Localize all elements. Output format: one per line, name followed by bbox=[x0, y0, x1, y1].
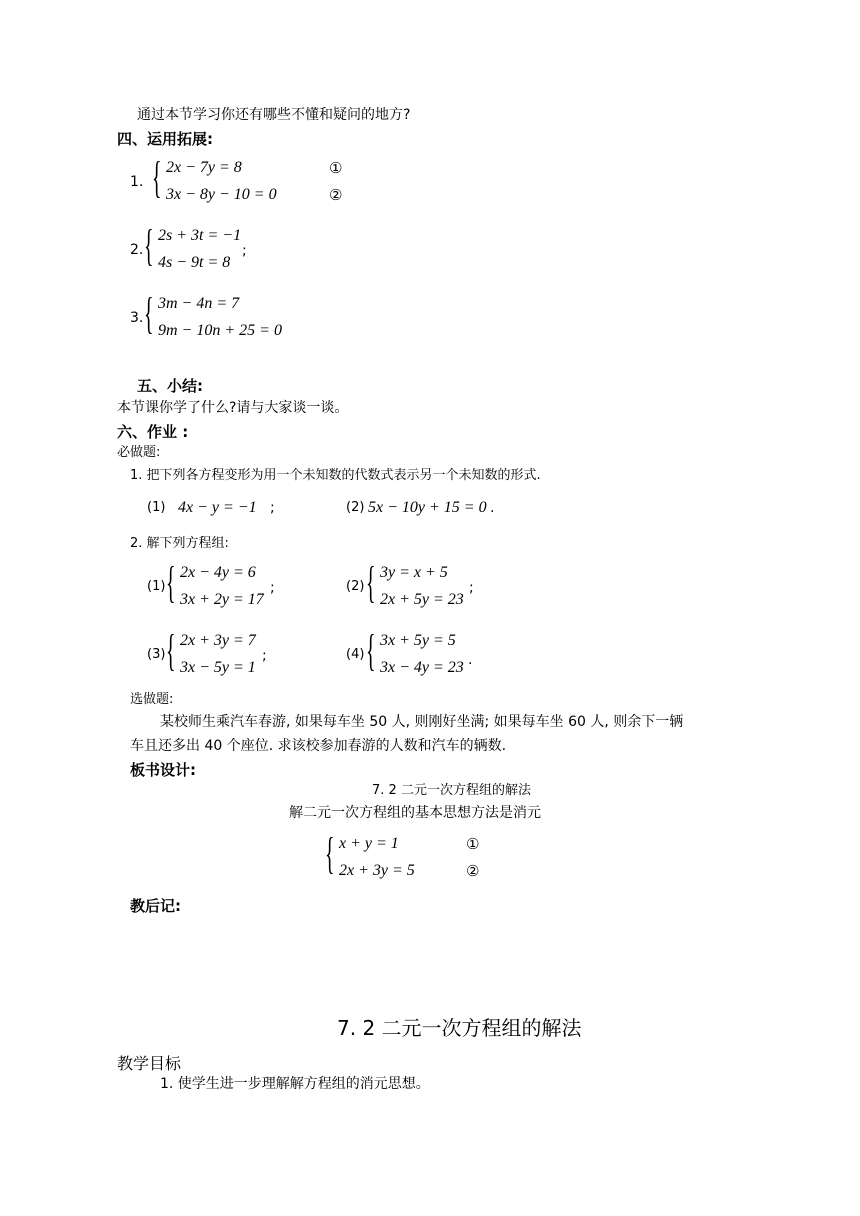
left-brace: { bbox=[366, 558, 376, 607]
equation-line: 3x − 8y − 10 = 0 bbox=[166, 186, 277, 203]
left-brace: { bbox=[366, 626, 376, 675]
equation-marker: ② bbox=[466, 862, 480, 880]
section-5-heading: 五、小结: bbox=[137, 377, 203, 395]
optional-line-1: 某校师生乘汽车春游, 如果每车坐 50 人, 则刚好坐满; 如果每车坐 60 人, 则余下一辆 bbox=[160, 714, 684, 730]
equation-marker: ① bbox=[329, 159, 343, 177]
equation-line: 3m − 4n = 7 bbox=[158, 295, 240, 312]
problem-number: 2. bbox=[130, 242, 144, 258]
equation-line: 2s + 3t = −1 bbox=[158, 227, 242, 244]
equation-line: 2x − 7y = 8 bbox=[166, 159, 242, 176]
item-suffix: ; bbox=[469, 580, 474, 596]
afterword-heading: 教后记: bbox=[130, 897, 181, 915]
item-suffix: ; bbox=[262, 648, 267, 664]
section-4-heading: 四、运用拓展: bbox=[117, 130, 213, 148]
left-brace: { bbox=[166, 558, 176, 607]
board-subtitle: 解二元一次方程组的基本思想方法是消元 bbox=[289, 805, 541, 821]
equation-line: 2x + 3y = 7 bbox=[180, 632, 256, 649]
left-brace: { bbox=[144, 221, 154, 270]
equation-line: 3x − 5y = 1 bbox=[180, 659, 256, 676]
task-2-text: 2. 解下列方程组: bbox=[130, 536, 229, 551]
item-suffix: . bbox=[468, 652, 473, 668]
left-brace: { bbox=[152, 153, 162, 202]
reflection-prompt: 通过本节学习你还有哪些不懂和疑问的地方? bbox=[137, 107, 411, 123]
optional-line-2: 车且还多出 40 个座位. 求该校参加春游的人数和汽车的辆数. bbox=[130, 738, 507, 754]
item-label: (2) bbox=[346, 500, 365, 515]
optional-label: 选做题: bbox=[130, 692, 174, 707]
lesson-title: 7. 2 二元一次方程组的解法 bbox=[337, 1016, 582, 1040]
goals-heading: 教学目标 bbox=[117, 1054, 182, 1073]
equation-line: 3y = x + 5 bbox=[380, 564, 448, 581]
equation-line: 3x + 2y = 17 bbox=[180, 591, 264, 608]
equation-suffix: ; bbox=[242, 243, 247, 259]
equation-line: 3x − 4y = 23 bbox=[380, 659, 464, 676]
expression: 4x − y = −1 bbox=[178, 499, 257, 516]
equation-line: 3x + 5y = 5 bbox=[380, 632, 456, 649]
expression: 5x − 10y + 15 = 0 bbox=[368, 499, 487, 516]
left-brace: { bbox=[325, 829, 335, 878]
left-brace: { bbox=[144, 289, 154, 338]
section-5-text: 本节课你学了什么?请与大家谈一谈。 bbox=[117, 400, 349, 416]
equation-line: 2x + 3y = 5 bbox=[339, 862, 415, 879]
item-label: (1) bbox=[147, 500, 166, 515]
equation-line: x + y = 1 bbox=[339, 835, 399, 852]
equation-marker: ② bbox=[329, 186, 343, 204]
required-label: 必做题: bbox=[117, 445, 161, 460]
problem-number: 3. bbox=[130, 310, 144, 326]
item-suffix: ; bbox=[270, 500, 275, 516]
equation-line: 9m − 10n + 25 = 0 bbox=[158, 322, 282, 339]
item-label: (1) bbox=[147, 579, 166, 594]
equation-line: 2x − 4y = 6 bbox=[180, 564, 256, 581]
item-label: (4) bbox=[346, 647, 365, 662]
item-label: (3) bbox=[147, 647, 166, 662]
item-suffix: ; bbox=[270, 580, 275, 596]
item-label: (2) bbox=[346, 579, 365, 594]
equation-line: 2x + 5y = 23 bbox=[380, 591, 464, 608]
item-suffix: . bbox=[490, 500, 495, 516]
section-6-heading: 六、作业 : bbox=[117, 423, 189, 441]
goal-item: 1. 使学生进一步理解解方程组的消元思想。 bbox=[160, 1076, 430, 1092]
equation-line: 4s − 9t = 8 bbox=[158, 254, 231, 271]
problem-number: 1. bbox=[130, 174, 144, 190]
left-brace: { bbox=[166, 626, 176, 675]
equation-marker: ① bbox=[466, 835, 480, 853]
board-title: 7. 2 二元一次方程组的解法 bbox=[372, 783, 531, 798]
task-1-text: 1. 把下列各方程变形为用一个未知数的代数式表示另一个未知数的形式. bbox=[130, 468, 541, 483]
board-heading: 板书设计: bbox=[130, 761, 196, 779]
